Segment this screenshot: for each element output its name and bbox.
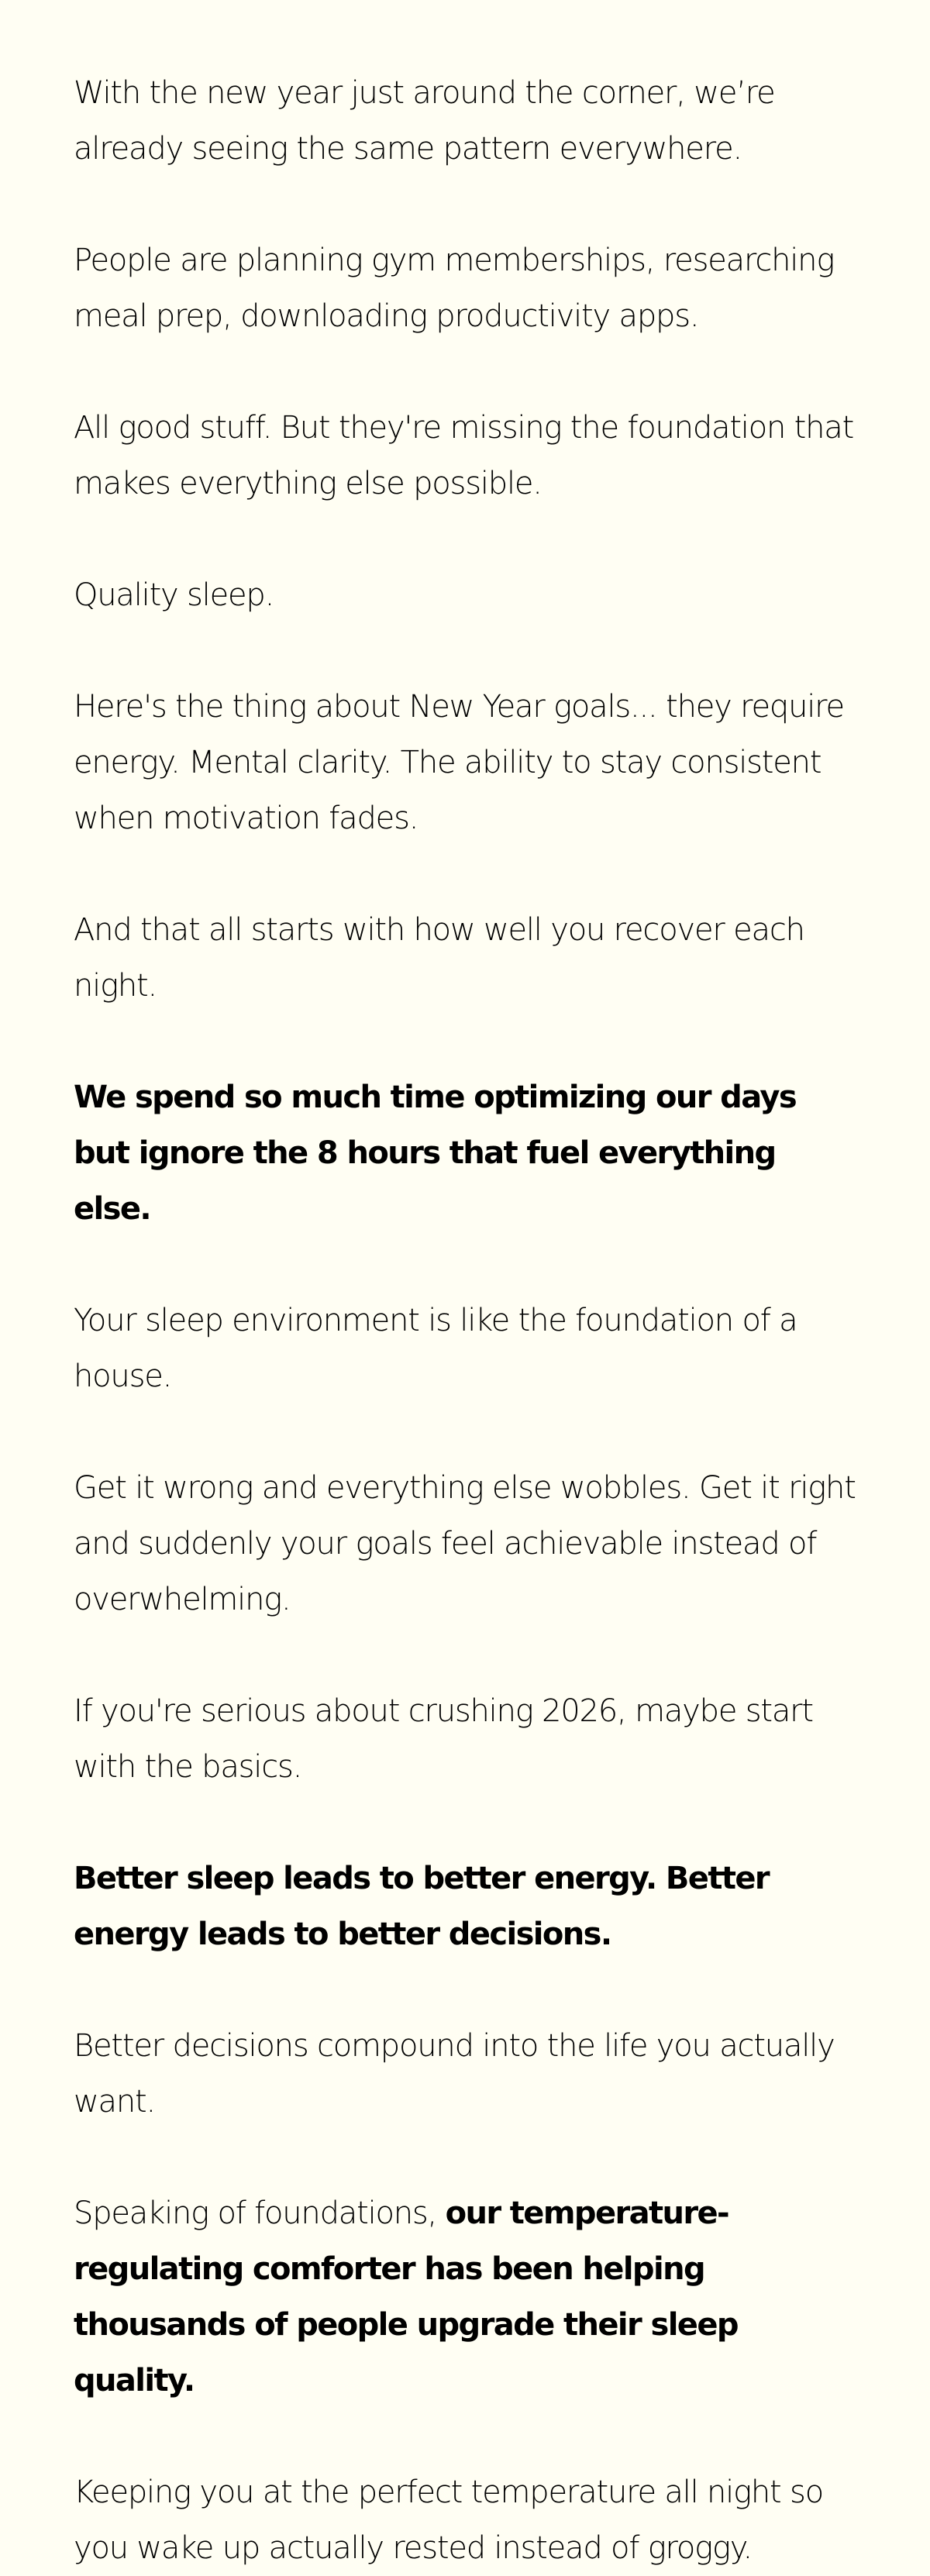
paragraph-missing-foundation: All good stuff. But they're missing the foundation that makes everything else possible.	[74, 410, 854, 501]
paragraph-new-year-goals: Here's the thing about New Year goals... they require energy. Mental clarity. The ability to stay consistent when motivation fades.	[74, 689, 844, 836]
paragraph-product-benefit: Keeping you at the perfect temperature all night so you wake up actually rested instead of groggy.	[74, 2474, 823, 2566]
paragraph-quality-sleep: Quality sleep.	[74, 577, 274, 613]
paragraph-better-decisions: Better decisions compound into the life you actually want.	[74, 2028, 835, 2120]
paragraph-emphasis-better-sleep: Better sleep leads to better energy. Better energy leads to better decisions.	[74, 1861, 770, 1952]
paragraph-emphasis-optimizing: We spend so much time optimizing our days but ignore the 8 hours that fuel everything else.	[74, 1080, 797, 1227]
paragraph-sleep-environment: Your sleep environment is like the foundation of a house.	[74, 1303, 797, 1394]
paragraph-recovery: And that all starts with how well you recover each night.	[74, 912, 804, 1004]
paragraph-get-it-right: Get it wrong and everything else wobbles. Get it right and suddenly your goals feel achievable instead of overwhelming.	[74, 1470, 856, 1617]
product-intro-emphasis: our temperature-regulating comforter has been helping thousands of people upgrade their sleep quality.	[74, 2195, 738, 2399]
product-intro-lead: Speaking of foundations,	[74, 2195, 446, 2231]
paragraph-planning: People are planning gym memberships, researching meal prep, downloading productivity apps.	[74, 243, 835, 334]
paragraph-intro: With the new year just around the corner, we’re already seeing the same pattern everywhere.	[74, 75, 775, 167]
paragraph-product-intro	[74, 2185, 856, 2409]
paragraph-crushing-2026: If you're serious about crushing 2026, maybe start with the basics.	[74, 1693, 813, 1785]
